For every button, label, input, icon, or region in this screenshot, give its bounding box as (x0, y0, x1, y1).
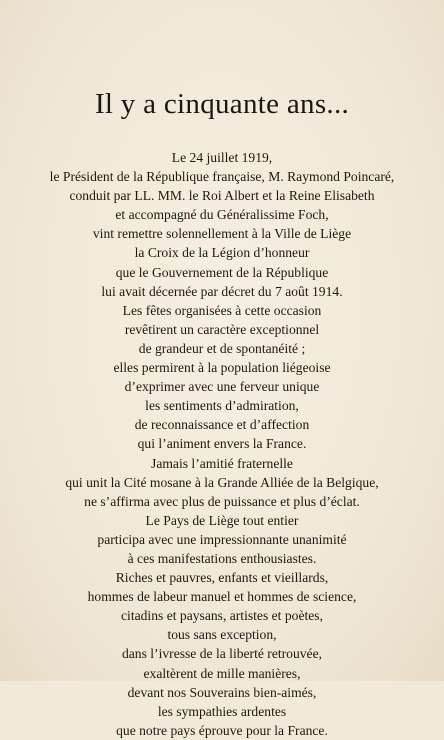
text-line: revêtirent un caractère exceptionnel (124, 321, 320, 337)
text-line: tous sans exception, (167, 627, 277, 643)
text-line: le Président de la République française, M. Raymond Poincaré, (49, 169, 395, 185)
text-line: exaltèrent de mille manières, (143, 665, 301, 681)
text-line: participa avec une impressionnante unanimité (97, 531, 347, 547)
text-line: à ces manifestations enthousiastes. (127, 550, 317, 566)
text-line: de reconnaissance et d’affection (134, 417, 310, 433)
text-line: Jamais l’amitié fraternelle (151, 455, 293, 471)
text-line: de grandeur et de spontanéité ; (138, 340, 306, 356)
text-line: les sentiments d’admiration, (145, 398, 299, 414)
text-line: d’exprimer avec une ferveur unique (124, 379, 320, 395)
text-line: les sympathies ardentes (157, 703, 287, 719)
text-line: citadins et paysans, artistes et poètes, (121, 608, 323, 624)
text-line: qui l’animent envers la France. (137, 436, 307, 452)
text-line: que notre pays éprouve pour la France. (116, 722, 328, 738)
text-line: elles permirent à la population liégeoise (113, 360, 331, 376)
text-line: vint remettre solennellement à la Ville de Liège (92, 226, 352, 242)
text-line: hommes de labeur manuel et hommes de science, (87, 589, 357, 605)
page-title: Il y a cinquante ans... (94, 88, 350, 120)
text-line: lui avait décernée par décret du 7 août 1914. (101, 283, 343, 299)
text-line: Le 24 juillet 1919, (171, 150, 273, 165)
body-text (0, 148, 444, 740)
text-line: qui unit la Cité mosane à la Grande Alliée de la Belgique, (65, 474, 379, 490)
text-line: Les fêtes organisées à cette occasion (122, 302, 322, 318)
text-line: et accompagné du Généralissime Foch, (115, 207, 329, 223)
text-line: dans l’ivresse de la liberté retrouvée, (121, 646, 323, 662)
text-line: que le Gouvernement de la République (115, 264, 329, 280)
text-line: la Croix de la Légion d’honneur (134, 245, 310, 261)
text-line: ne s’affirma avec plus de puissance et plus d’éclat. (84, 493, 360, 509)
text-line: Riches et pauvres, enfants et vieillards, (115, 570, 329, 586)
text-line: conduit par LL. MM. le Roi Albert et la Reine Elisabeth (69, 188, 375, 204)
text-line: devant nos Souverains bien-aimés, (127, 684, 317, 700)
text-line: Le Pays de Liège tout entier (145, 512, 299, 528)
